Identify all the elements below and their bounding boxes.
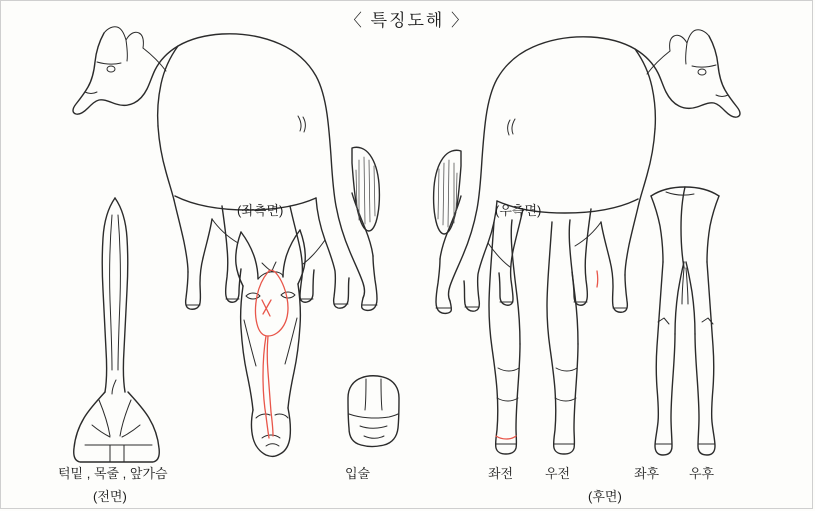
page-title: 〈 특징도해 〉 (344, 11, 471, 30)
caption-front-view: 턱밑 , 목줄 , 앞가슴 (58, 466, 168, 481)
caption-right-hind-leg: 우후 (689, 466, 715, 481)
caption-lips-view: 입술 (345, 466, 371, 481)
caption-left-front-leg: 좌전 (488, 466, 514, 481)
caption-left-hind-leg: 좌후 (634, 466, 660, 481)
caption-right-side-view: (우측면) (495, 203, 542, 218)
caption-front-view-sub: (전면) (93, 489, 127, 504)
caption-right-front-leg: 우전 (545, 466, 571, 481)
caption-left-side-view: (좌측면) (237, 203, 284, 218)
caption-rear-view: (후면) (588, 489, 622, 504)
